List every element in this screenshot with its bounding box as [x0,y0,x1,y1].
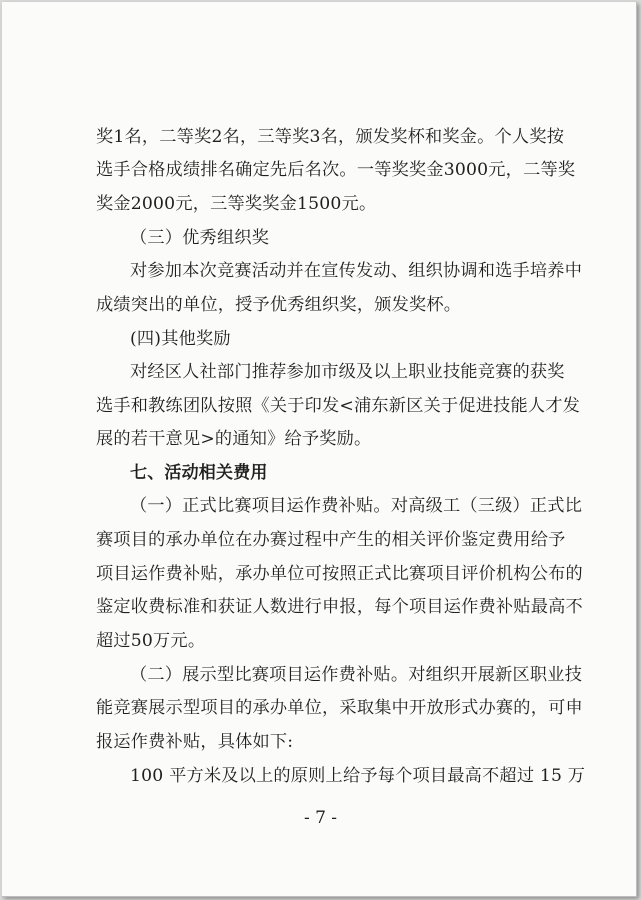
body-text-line: 超过50万元。 [96,631,206,651]
subsection-heading: (四)其他奖励 [130,329,231,349]
body-text-line: 报运作费补贴，具体如下: [96,732,294,752]
body-text-line: 对参加本次竞赛活动并在宣传发动、组织协调和选手培养中 [130,261,583,281]
page-number: - 7 - [303,808,338,828]
section-heading: 七、活动相关费用 [130,463,268,483]
body-text-line: 选手合格成绩排名确定先后名次。一等奖奖金3000元，二等奖 [96,160,576,180]
body-text-line: 赛项目的承办单位在办赛过程中产生的相关评价鉴定费用给予 [96,530,566,550]
body-text-line: （二）展示型比赛项目运作费补贴。对组织开展新区职业技 [130,665,583,685]
body-text-line: 成绩突出的单位，授予优秀组织奖，颁发奖杯。 [96,295,462,315]
subsection-heading: （三）优秀组织奖 [130,228,270,248]
body-text-line: 鉴定收费标准和获证人数进行申报，每个项目运作费补贴最高不 [96,597,583,617]
body-text-line: 对经区人社部门推荐参加市级及以上职业技能竞赛的获奖 [130,362,565,382]
body-text-line: 能竞赛展示型项目的承办单位，采取集中开放形式办赛的，可申 [96,698,583,718]
body-text-line: 项目运作费补贴，承办单位可按照正式比赛项目评价机构公布的 [96,564,583,584]
body-text-line: （一）正式比赛项目运作费补贴。对高级工（三级）正式比 [130,496,583,516]
body-text-line: 奖1名，二等奖2名，三等奖3名，颁发奖杯和奖金。个人奖按 [96,127,565,147]
body-text-line: 选手和教练团队按照《关于印发<浦东新区关于促进技能人才发 [96,396,581,416]
body-text-line: 奖金2000元，三等奖奖金1500元。 [96,194,377,214]
body-text-line: 展的若干意见>的通知》给予奖励。 [96,429,372,449]
body-text-line: 100 平方米及以上的原则上给予每个项目最高不超过 15 万 [130,766,586,786]
